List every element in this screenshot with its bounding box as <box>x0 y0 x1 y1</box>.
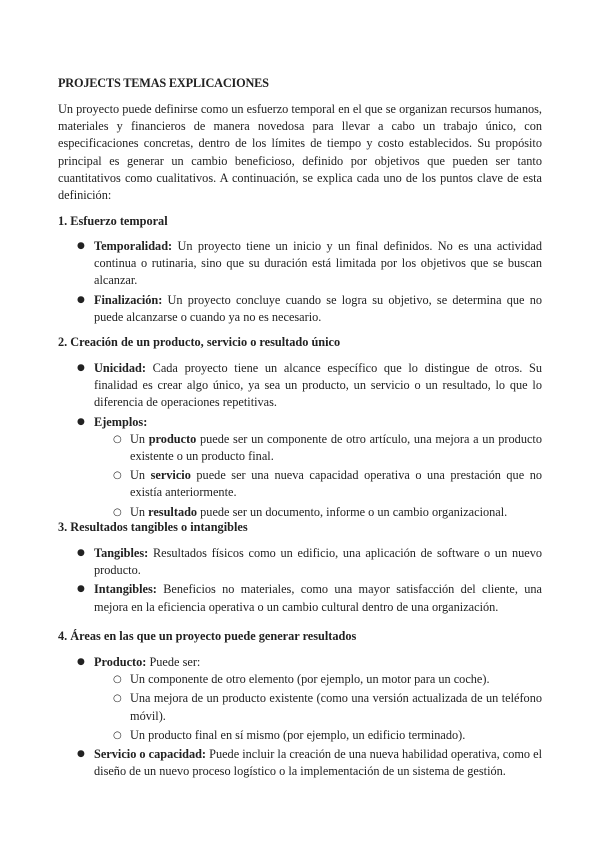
section-4-list <box>58 654 542 782</box>
list-item <box>58 581 542 615</box>
product-sublist <box>94 671 542 744</box>
item-term: Temporalidad: <box>94 239 173 253</box>
sublist-item: ○ Un producto final en sí mismo (por ejemplo, un edificio terminado). <box>94 727 542 744</box>
sublist-item: ○ Un servicio puede ser una nueva capacidad operativa o una prestación que no existía anteriormente. <box>94 467 542 501</box>
list-item <box>58 238 542 290</box>
list-item <box>58 414 542 521</box>
section-2-heading: 2. Creación de un producto, servicio o resultado único <box>58 335 341 349</box>
document-title: PROJECTS TEMAS EXPLICACIONES <box>58 76 269 90</box>
list-item <box>58 292 542 326</box>
list-item <box>58 360 542 412</box>
item-term: Servicio o capacidad: <box>94 747 207 762</box>
item-text: Puede incluir la creación de una nueva habilidad operativa, como el diseño de un nuevo proceso logístico o la implementación de un sistema de gestión. <box>94 747 543 779</box>
sublist-item: ○ Un producto puede ser un componente de otro artículo, una mejora a un producto existente o un producto final. <box>94 431 542 465</box>
sublist-item: ○ Un componente de otro elemento (por ejemplo, un motor para un coche). <box>94 671 542 688</box>
list-item <box>58 746 542 780</box>
section-4-heading: 4. Áreas en las que un proyecto puede generar resultados <box>58 629 357 643</box>
list-item <box>58 654 542 744</box>
intro-paragraph: Un proyecto puede definirse como un esfuerzo temporal en el que se organizan recursos humanos, materiales y financieros de manera novedosa para llevar a cabo un trabajo único, con especificaciones concretas, dentro de los límites de tiempo y costo establecidos. Su propósito principal es generar un cambio beneficioso, definido por objetivos que pueden ser tanto cuantitativos como cualitativos. A continuación, se explica cada uno de los puntos clave de esta definición: <box>58 102 542 203</box>
item-term: Unicidad: <box>94 361 146 375</box>
item-text: Un proyecto tiene un inicio y un final definidos. No es una actividad continua o rutinaria, sino que su duración está limitada por los objetivos que se buscan alcanzar. <box>94 239 542 288</box>
item-term: Ejemplos: <box>94 414 148 429</box>
section-3-list <box>58 545 542 618</box>
sublist-item: ○ Una mejora de un producto existente (como una versión actualizada de un teléfono móvil). <box>94 690 542 724</box>
item-term: Producto: <box>94 655 147 669</box>
section-3-heading: 3. Resultados tangibles o intangibles <box>58 520 248 534</box>
list-item <box>58 545 542 579</box>
item-term: Tangibles: <box>94 546 149 560</box>
item-text: Un proyecto concluye cuando se logra su objetivo, se determina que no puede alcanzarse o cuando ya no es necesario. <box>94 292 542 324</box>
item-text: Beneficios no materiales, como una mayor satisfacción del cliente, una mejora en la eficiencia operativa o un cambio cultural dentro de una organización. <box>94 582 542 614</box>
section-1-heading: 1. Esfuerzo temporal <box>58 214 168 228</box>
examples-sublist <box>94 431 542 521</box>
section-1-list <box>58 238 542 328</box>
item-text: Resultados físicos como un edificio, una aplicación de software o un nuevo producto. <box>94 546 542 578</box>
item-text: Puede ser: <box>146 655 201 669</box>
item-text: Cada proyecto tiene un alcance específico que lo distingue de otros. Su finalidad es crear algo único, ya sea un producto, un servicio o un resultado, lo que lo diferencia de operaciones repetitivas. <box>94 361 542 410</box>
section-2-list <box>58 360 542 523</box>
item-term: Finalización: <box>94 292 163 307</box>
sublist-item: ○ Un resultado puede ser un documento, informe o un cambio organizacional. <box>94 504 542 521</box>
item-term: Intangibles: <box>94 582 157 597</box>
